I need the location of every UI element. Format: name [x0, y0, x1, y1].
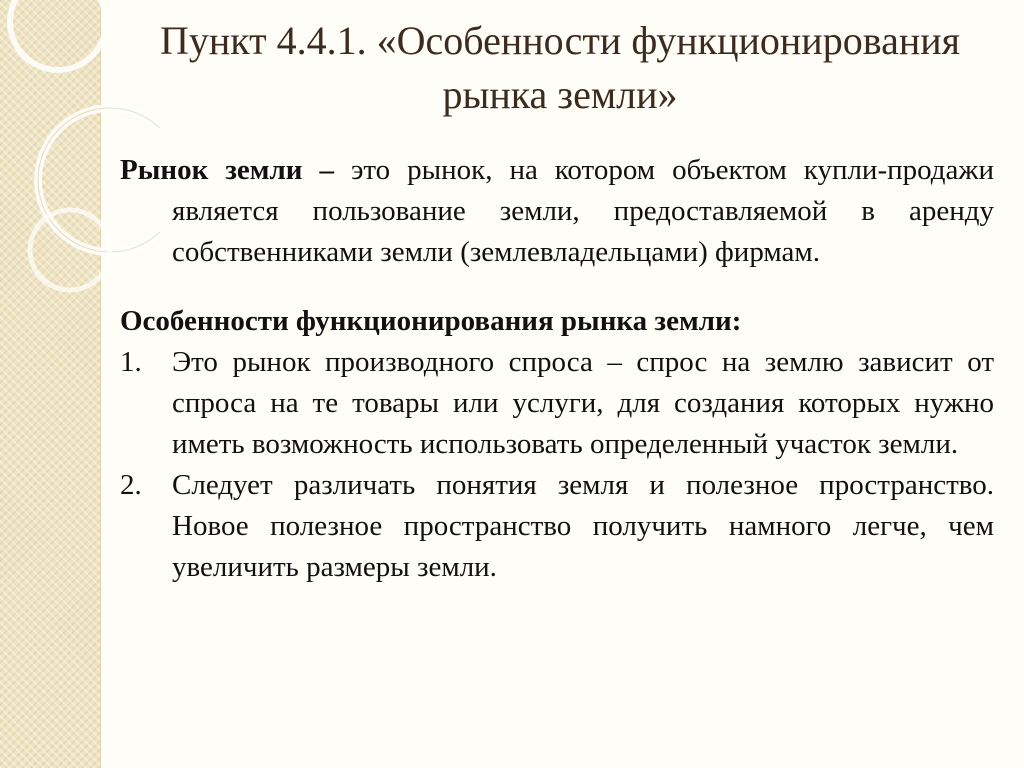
list-item: [120, 465, 994, 588]
list-item-text: Следует различать понятия земля и полезное пространство. Новое полезное пространство получить намного легче, чем увеличить размеры земли.: [172, 469, 994, 583]
definition-term: Рынок земли: [120, 154, 303, 186]
section-heading: Особенности функционирования рынка земли:: [120, 305, 742, 337]
slide-body: [120, 150, 994, 588]
slide-title-line-1: Пункт 4.4.1. «Особенности функционирования: [159, 18, 961, 63]
definition-dash: –: [302, 154, 351, 186]
list-item: [120, 342, 994, 465]
features-list: [120, 342, 994, 588]
slide-title: [120, 14, 1000, 122]
definition-paragraph: [120, 150, 994, 273]
list-item-text: Это рынок производного спроса – спрос на землю зависит от спроса на те товары или услуги, для создания которых нужно иметь возможность использовать определенный участок земли.: [172, 346, 994, 460]
list-item-number: 1.: [120, 346, 142, 378]
slide-title-line-2: рынка земли»: [442, 72, 678, 117]
definition-text: это рынок, на котором объектом купли-продажи является пользование земли, предоставляемой в аренду собственниками земли (землевладельцами) фирмам.: [172, 154, 994, 268]
list-item-number: 2.: [120, 469, 142, 501]
